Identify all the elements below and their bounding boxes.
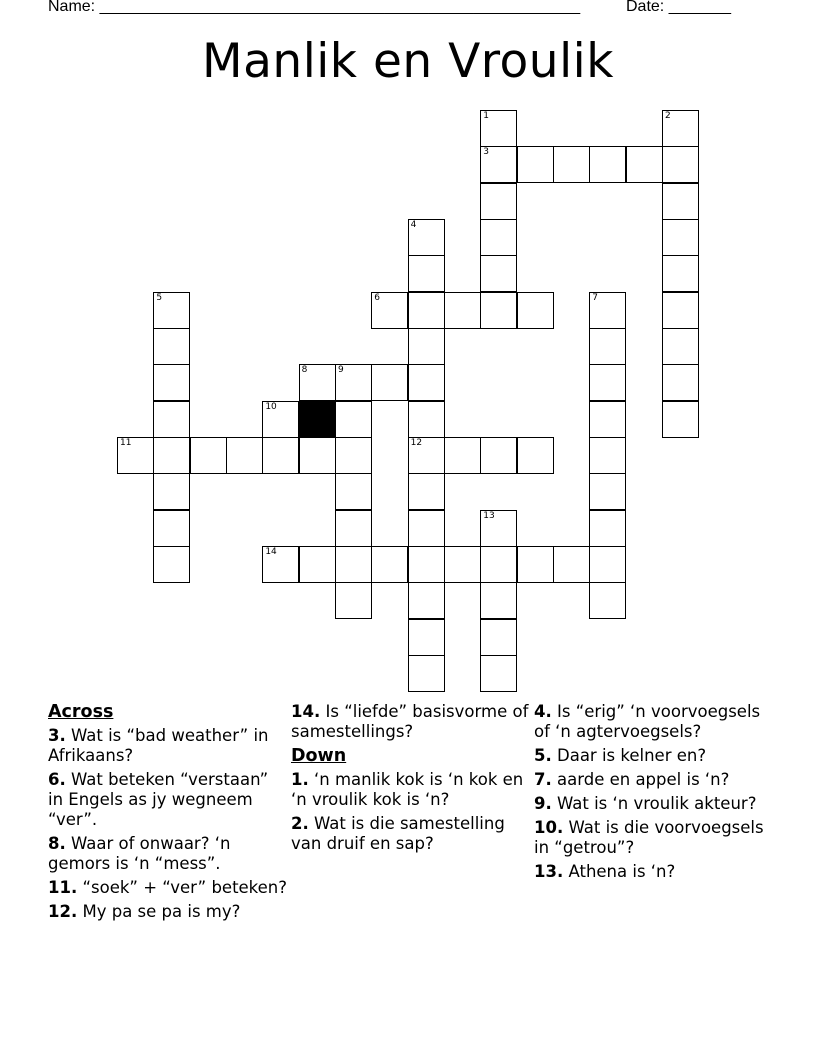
grid-cell[interactable] — [480, 437, 517, 474]
clue-number: 13 — [483, 510, 495, 521]
grid-cell[interactable] — [480, 655, 517, 692]
grid-cell[interactable] — [408, 219, 445, 256]
grid-cell[interactable] — [408, 255, 445, 292]
grid-cell[interactable] — [371, 546, 408, 583]
grid-cell[interactable] — [662, 292, 699, 329]
clue-number: 9 — [337, 365, 344, 376]
clue-number: 8 — [301, 365, 308, 376]
grid-block — [299, 401, 336, 438]
grid-cell[interactable] — [480, 110, 517, 147]
clue-across-8: 8. Waar of onwaar? ‘n gemors is ‘n “mess”. — [48, 834, 231, 873]
grid-cell[interactable] — [299, 364, 336, 401]
grid-cell[interactable] — [553, 146, 590, 183]
grid-cell[interactable] — [589, 292, 626, 329]
grid-cell[interactable] — [299, 437, 336, 474]
grid-cell[interactable] — [408, 619, 445, 656]
clue-down-7: 7. aarde en appel is ‘n? — [534, 770, 730, 789]
grid-cell[interactable] — [517, 146, 554, 183]
date-field[interactable]: Date: _______ — [626, 0, 731, 15]
grid-cell[interactable] — [262, 437, 299, 474]
clue-down-9: 9. Wat is ‘n vroulik akteur? — [534, 794, 757, 813]
clue-number: 4 — [410, 219, 417, 230]
grid-cell[interactable] — [626, 146, 663, 183]
grid-cell[interactable] — [662, 328, 699, 365]
grid-cell[interactable] — [408, 364, 445, 401]
grid-cell[interactable] — [662, 110, 699, 147]
clue-across-12: 12. My pa se pa is my? — [48, 902, 241, 921]
grid-cell[interactable] — [335, 582, 372, 619]
clue-column-3 — [534, 702, 774, 886]
clue-number: 12 — [410, 437, 423, 448]
grid-cell[interactable] — [589, 582, 626, 619]
grid-cell[interactable] — [517, 437, 554, 474]
grid-cell[interactable] — [517, 546, 554, 583]
grid-cell[interactable] — [662, 401, 699, 438]
grid-cell[interactable] — [408, 510, 445, 547]
clue-across-11: 11. “soek” + “ver” beteken? — [48, 878, 288, 897]
grid-cell[interactable] — [408, 292, 445, 329]
grid-cell[interactable] — [589, 546, 626, 583]
grid-cell[interactable] — [408, 582, 445, 619]
clue-number: 14 — [265, 546, 277, 557]
clue-column-2 — [291, 702, 529, 858]
grid-cell[interactable] — [662, 183, 699, 220]
grid-cell[interactable] — [553, 546, 590, 583]
clue-column-1 — [48, 702, 288, 926]
grid-cell[interactable] — [371, 292, 408, 329]
clue-down-1: 1. ‘n manlik kok is ‘n kok en ‘n vroulik kok is ‘n? — [291, 770, 524, 809]
grid-cell[interactable] — [444, 292, 481, 329]
grid-cell[interactable] — [480, 546, 517, 583]
grid-cell[interactable] — [480, 582, 517, 619]
clue-down-13: 13. Athena is ‘n? — [534, 862, 676, 881]
grid-cell[interactable] — [408, 437, 445, 474]
grid-cell[interactable] — [589, 364, 626, 401]
grid-cell[interactable] — [589, 473, 626, 510]
grid-cell[interactable] — [662, 219, 699, 256]
grid-cell[interactable] — [335, 401, 372, 438]
clue-down-4: 4. Is “erig” ‘n voorvoegsels of ‘n agtervoegsels? — [534, 702, 761, 741]
clue-number: 6 — [374, 292, 381, 303]
clue-down-5: 5. Daar is kelner en? — [534, 746, 707, 765]
across-heading: Across — [48, 702, 114, 722]
grid-cell[interactable] — [335, 473, 372, 510]
grid-cell[interactable] — [480, 619, 517, 656]
clue-number: 3 — [483, 147, 490, 158]
clue-number: 7 — [592, 292, 599, 303]
clue-number: 11 — [120, 437, 132, 448]
grid-cell[interactable] — [153, 292, 190, 329]
grid-cell[interactable] — [153, 546, 190, 583]
grid-cell[interactable] — [153, 510, 190, 547]
grid-cell[interactable] — [408, 655, 445, 692]
grid-cell[interactable] — [153, 328, 190, 365]
grid-cell[interactable] — [662, 364, 699, 401]
grid-cell[interactable] — [408, 328, 445, 365]
grid-cell[interactable] — [589, 146, 626, 183]
grid-cell[interactable] — [299, 546, 336, 583]
grid-cell[interactable] — [153, 473, 190, 510]
grid-cell[interactable] — [262, 401, 299, 438]
grid-cell[interactable] — [517, 292, 554, 329]
clue-across-3: 3. Wat is “bad weather” in Afrikaans? — [48, 726, 269, 765]
clue-number: 2 — [664, 111, 671, 121]
grid-cell[interactable] — [444, 546, 481, 583]
grid-cell[interactable] — [480, 255, 517, 292]
clue-down-2: 2. Wat is die samestelling van druif en sap? — [291, 814, 505, 853]
grid-cell[interactable] — [153, 401, 190, 438]
grid-cell[interactable] — [589, 437, 626, 474]
grid-cell[interactable] — [226, 437, 263, 474]
grid-cell[interactable] — [408, 546, 445, 583]
clue-number: 10 — [265, 401, 277, 412]
grid-cell[interactable] — [190, 437, 227, 474]
grid-cell[interactable] — [480, 292, 517, 329]
grid-cell[interactable] — [444, 437, 481, 474]
page-title: Manlik en Vroulik — [202, 34, 614, 89]
grid-cell[interactable] — [153, 437, 190, 474]
clue-number: 5 — [156, 292, 163, 303]
grid-cell[interactable] — [480, 219, 517, 256]
grid-cell[interactable] — [480, 183, 517, 220]
grid-cell[interactable] — [335, 546, 372, 583]
grid-cell[interactable] — [371, 364, 408, 401]
grid-cell[interactable] — [408, 473, 445, 510]
down-heading: Down — [291, 746, 347, 766]
name-field[interactable]: Name: ______________________________________________________ — [48, 0, 581, 15]
clue-across-6: 6. Wat beteken “verstaan” in Engels as jy wegneem “ver”. — [48, 770, 269, 829]
clue-across-14: 14. Is “liefde” basisvorme of samestellings? — [291, 702, 529, 741]
grid-cell[interactable] — [589, 510, 626, 547]
grid-cell[interactable] — [117, 437, 154, 474]
grid-cell[interactable] — [262, 546, 299, 583]
grid-cell[interactable] — [335, 510, 372, 547]
grid-cell[interactable] — [662, 146, 699, 183]
grid-cell[interactable] — [662, 255, 699, 292]
grid-cell[interactable] — [589, 401, 626, 438]
grid-cell[interactable] — [480, 146, 517, 183]
grid-cell[interactable] — [408, 401, 445, 438]
grid-cell[interactable] — [335, 364, 372, 401]
grid-cell[interactable] — [480, 510, 517, 547]
grid-cell[interactable] — [153, 364, 190, 401]
grid-cell[interactable] — [589, 328, 626, 365]
grid-cell[interactable] — [335, 437, 372, 474]
clue-down-10: 10. Wat is die voorvoegsels in “getrou”? — [534, 818, 764, 857]
clue-number: 1 — [483, 111, 490, 121]
